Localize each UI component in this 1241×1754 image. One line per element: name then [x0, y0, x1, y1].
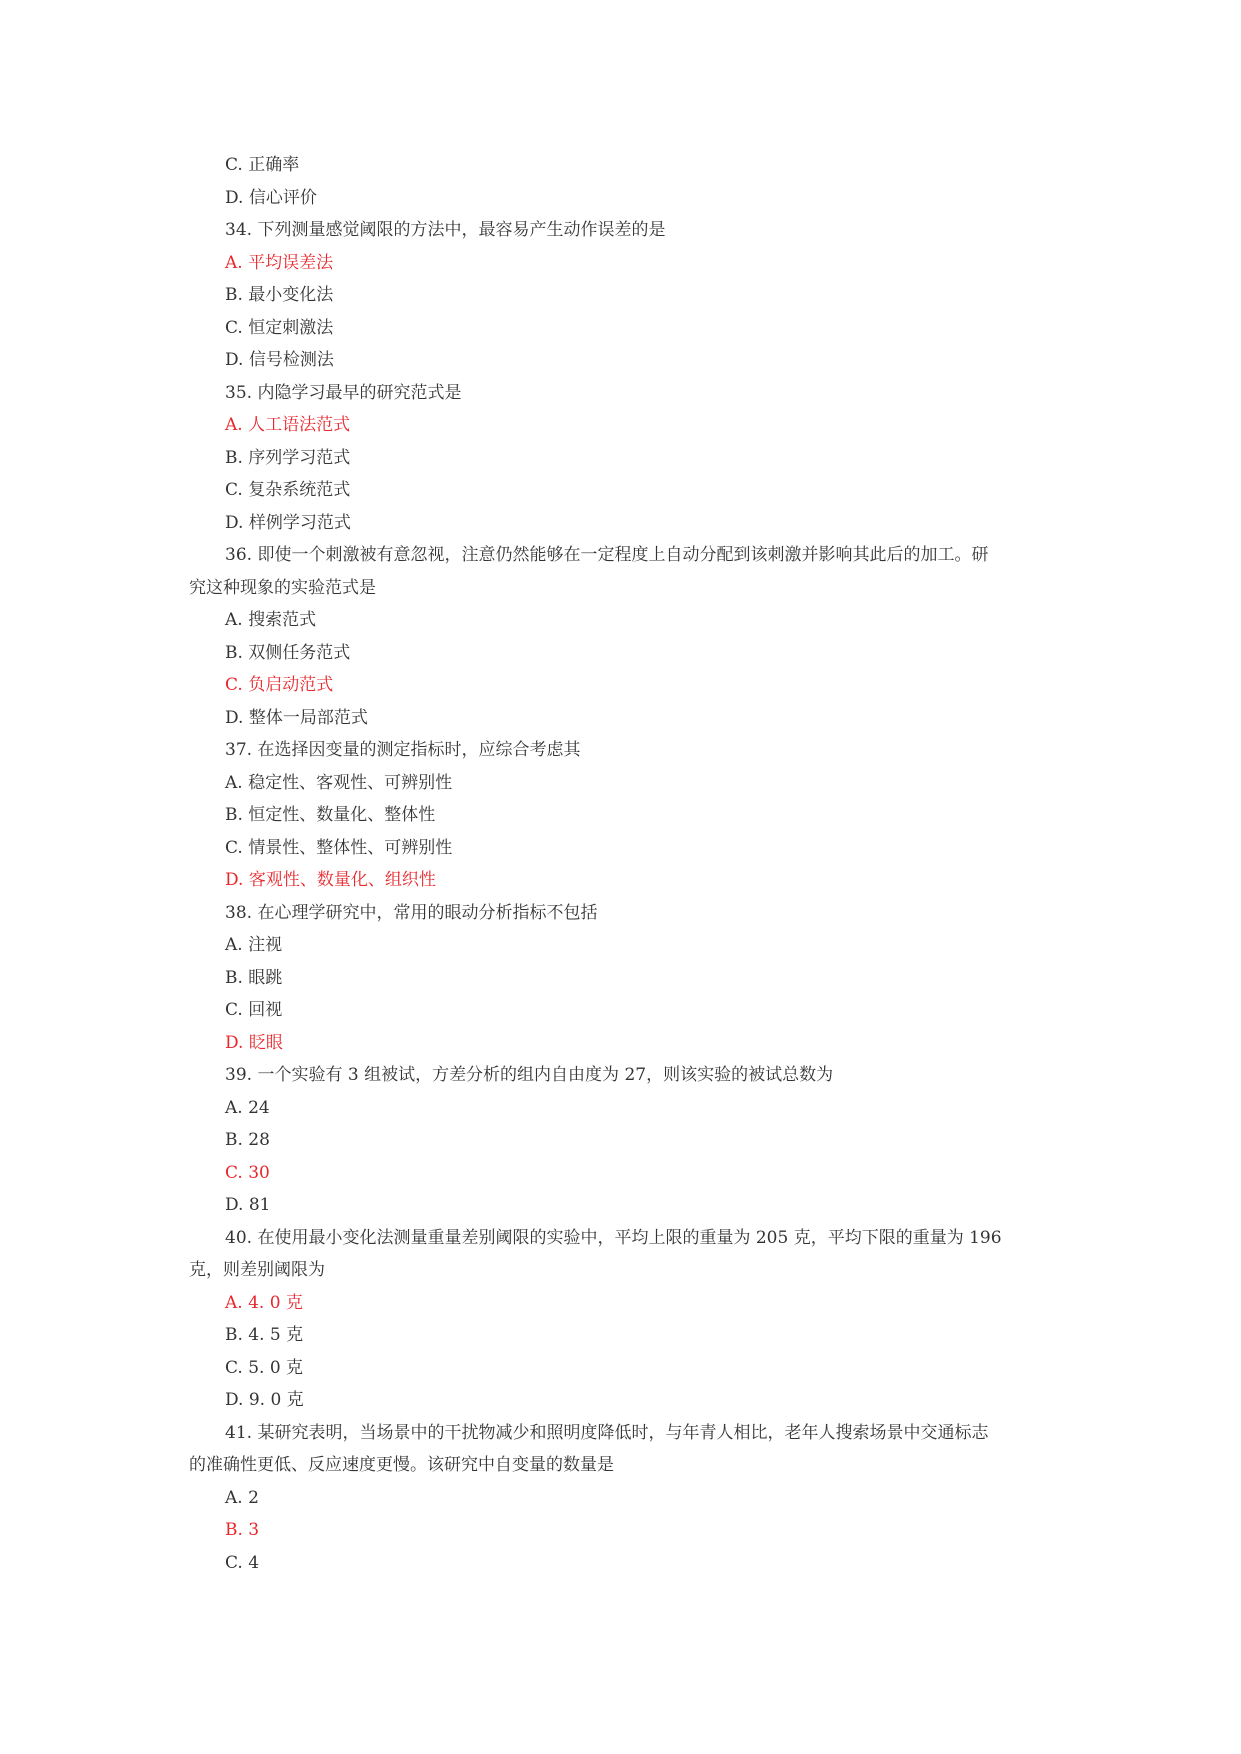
q33-option-d: D. 信心评价 — [225, 188, 317, 208]
q37-option-c: C. 情景性、整体性、可辨别性 — [225, 838, 453, 858]
q39-option-a: A. 24 — [225, 1098, 270, 1118]
q35-option-b: B. 序列学习范式 — [225, 448, 351, 468]
q36-option-b: B. 双侧任务范式 — [225, 643, 351, 663]
q39-option-c-answer: C. 30 — [225, 1163, 270, 1183]
q34-question: 34. 下列测量感觉阈限的方法中，最容易产生动作误差的是 — [225, 220, 666, 240]
q36-question-continued: 究这种现象的实验范式是 — [189, 578, 376, 598]
q36-option-c-answer: C. 负启动范式 — [225, 675, 334, 695]
q39-option-b: B. 28 — [225, 1130, 270, 1150]
q35-option-a-answer: A. 人工语法范式 — [225, 415, 351, 435]
q41-option-a: A. 2 — [225, 1488, 259, 1508]
q38-option-b: B. 眼跳 — [225, 968, 283, 988]
q40-option-b: B. 4. 5 克 — [225, 1325, 304, 1345]
q34-option-b: B. 最小变化法 — [225, 285, 334, 305]
q37-option-b: B. 恒定性、数量化、整体性 — [225, 805, 436, 825]
q36-option-d: D. 整体一局部范式 — [225, 708, 368, 728]
q41-option-b-answer: B. 3 — [225, 1520, 260, 1540]
q35-option-d: D. 样例学习范式 — [225, 513, 351, 533]
q34-option-a-answer: A. 平均误差法 — [225, 253, 334, 273]
q39-option-d: D. 81 — [225, 1195, 271, 1215]
q41-question: 41. 某研究表明，当场景中的干扰物减少和照明度降低时，与年青人相比，老年人搜索场景中交通标志 — [225, 1423, 989, 1443]
q34-option-c: C. 恒定刺激法 — [225, 318, 334, 338]
q35-option-c: C. 复杂系统范式 — [225, 480, 351, 500]
q40-question-continued: 克，则差别阈限为 — [189, 1260, 325, 1280]
q37-question: 37. 在选择因变量的测定指标时，应综合考虑其 — [225, 740, 581, 760]
q40-option-c: C. 5. 0 克 — [225, 1358, 304, 1378]
q40-option-a-answer: A. 4. 0 克 — [225, 1293, 303, 1313]
q38-option-a: A. 注视 — [225, 935, 283, 955]
q37-option-d-answer: D. 客观性、数量化、组织性 — [225, 870, 436, 890]
q41-question-continued: 的准确性更低、反应速度更慢。该研究中自变量的数量是 — [189, 1455, 614, 1475]
q38-option-c: C. 回视 — [225, 1000, 283, 1020]
q40-option-d: D. 9. 0 克 — [225, 1390, 304, 1410]
q38-question: 38. 在心理学研究中，常用的眼动分析指标不包括 — [225, 903, 598, 923]
q37-option-a: A. 稳定性、客观性、可辨别性 — [225, 773, 453, 793]
q34-option-d: D. 信号检测法 — [225, 350, 334, 370]
q38-option-d-answer: D. 眨眼 — [225, 1033, 283, 1053]
q41-option-c: C. 4 — [225, 1553, 260, 1573]
q36-option-a: A. 搜索范式 — [225, 610, 317, 630]
q40-question: 40. 在使用最小变化法测量重量差别阈限的实验中，平均上限的重量为 205 克，平均下限的重量为 196 — [225, 1228, 1002, 1248]
q36-question: 36. 即使一个刺激被有意忽视，注意仍然能够在一定程度上自动分配到该刺激并影响其此后的加工。研 — [225, 545, 989, 565]
q39-question: 39. 一个实验有 3 组被试，方差分析的组内自由度为 27，则该实验的被试总数为 — [225, 1065, 834, 1085]
q33-option-c: C. 正确率 — [225, 155, 300, 175]
q35-question: 35. 内隐学习最早的研究范式是 — [225, 383, 462, 403]
